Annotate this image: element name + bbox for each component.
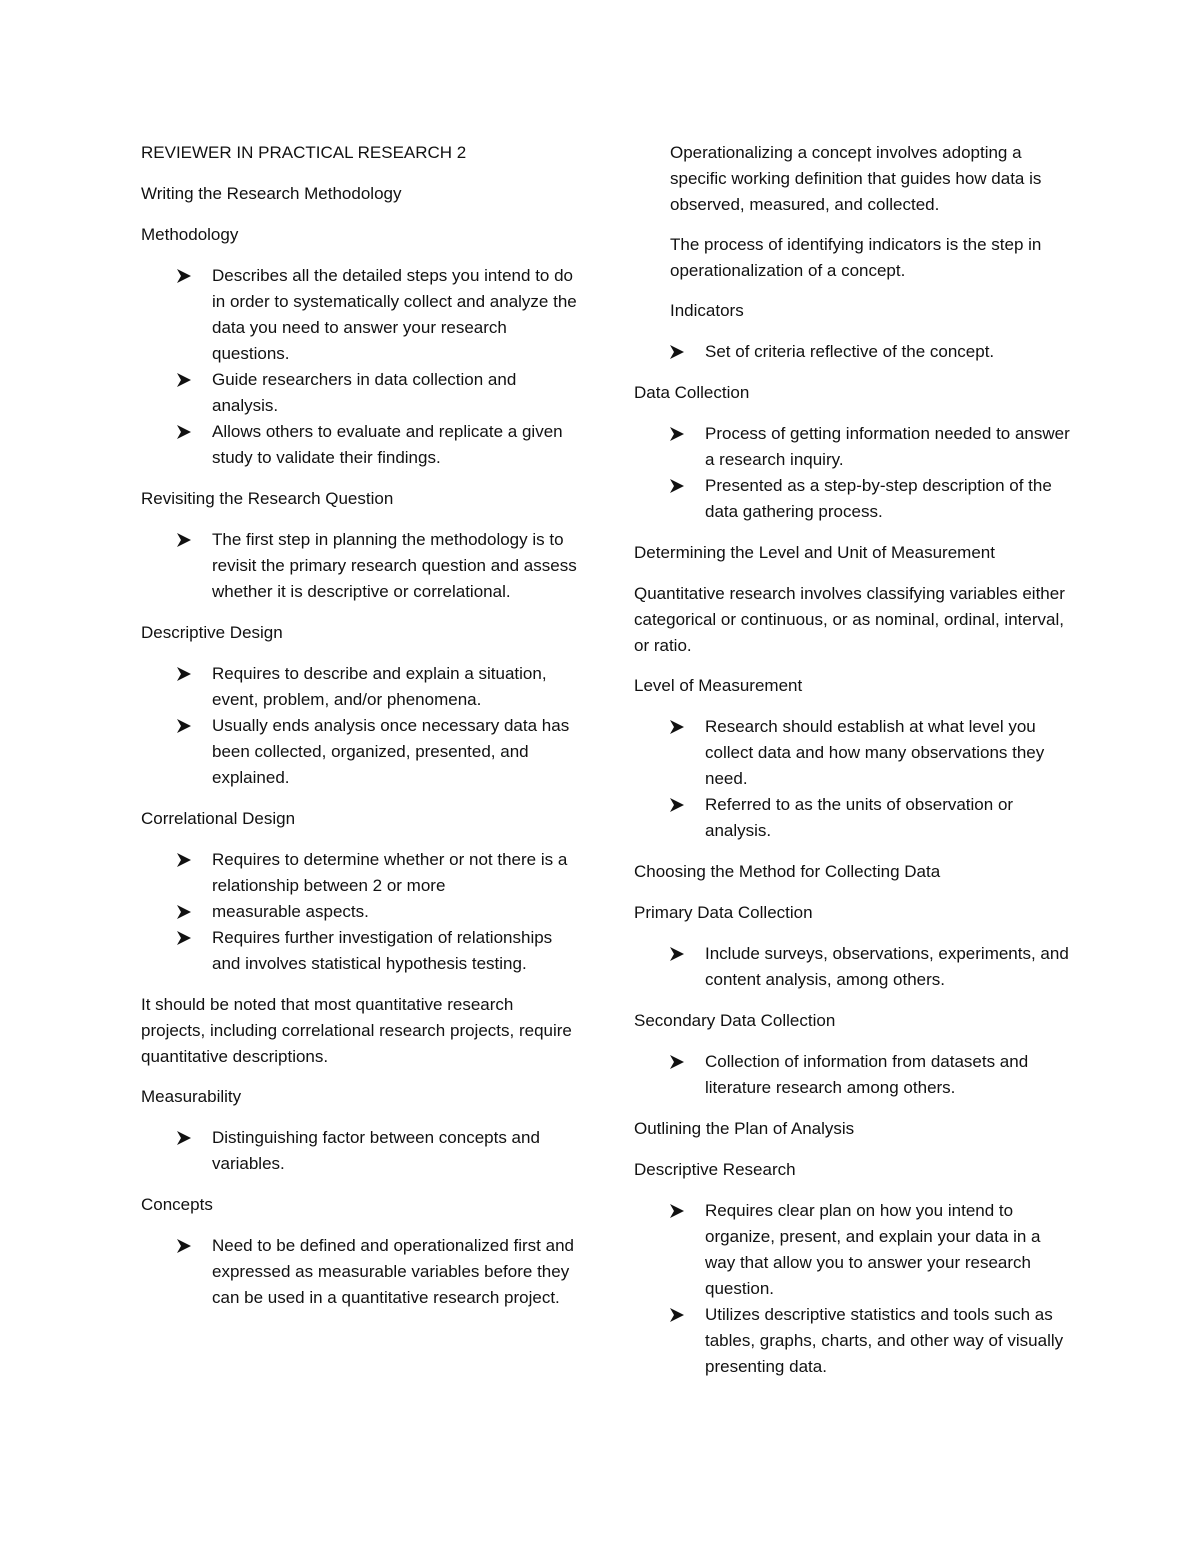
list-item-text: Guide researchers in data collection and analysis. — [212, 370, 517, 415]
section-heading-descriptive-design: Descriptive Design — [141, 623, 283, 642]
list-item — [141, 847, 581, 899]
list-item — [141, 419, 581, 471]
methodology-list — [141, 263, 581, 471]
list-item-text: Set of criteria reflective of the concept. — [705, 342, 995, 361]
list-item-text: Requires clear plan on how you intend to organize, present, and explain your data in a way that allow you to answer your research question. — [705, 1201, 1041, 1298]
identifying-paragraph: The process of identifying indicators is the step in operationalization of a concept. — [670, 235, 1042, 280]
secondary-list — [634, 1049, 1074, 1101]
section-heading-secondary: Secondary Data Collection — [634, 1011, 836, 1030]
arrow-bullet-icon — [670, 1308, 684, 1322]
list-item — [634, 941, 1074, 993]
section-heading-data-collection: Data Collection — [634, 383, 750, 402]
list-item — [141, 1125, 581, 1177]
section-heading-indicators: Indicators — [670, 301, 744, 320]
arrow-bullet-icon — [177, 373, 191, 387]
descriptive-research-list — [634, 1198, 1074, 1380]
measurability-list — [141, 1125, 581, 1177]
list-item-text: Requires further investigation of relationships and involves statistical hypothesis testing. — [212, 928, 553, 973]
descriptive-design-list — [141, 661, 581, 791]
arrow-bullet-icon — [670, 1204, 684, 1218]
arrow-bullet-icon — [177, 931, 191, 945]
primary-list — [634, 941, 1074, 993]
list-item-text: Need to be defined and operationalized first and expressed as measurable variables before they can be used in a quantitative research project. — [212, 1236, 574, 1307]
arrow-bullet-icon — [670, 479, 684, 493]
arrow-bullet-icon — [670, 798, 684, 812]
arrow-bullet-icon — [177, 533, 191, 547]
list-item-text: Distinguishing factor between concepts and variables. — [212, 1128, 540, 1173]
list-item-text: Presented as a step-by-step description of the data gathering process. — [705, 476, 1052, 521]
level-of-measurement-list — [634, 714, 1074, 844]
list-item-text: Usually ends analysis once necessary data has been collected, organized, presented, and explained. — [212, 716, 570, 787]
section-heading-descriptive-research: Descriptive Research — [634, 1160, 796, 1179]
list-item-text: Requires to determine whether or not there is a relationship between 2 or more — [212, 850, 568, 895]
section-heading-concepts: Concepts — [141, 1195, 213, 1214]
section-heading-correlational-design: Correlational Design — [141, 809, 296, 828]
list-item-text: Utilizes descriptive statistics and tools such as tables, graphs, charts, and other way of visually presenting data. — [705, 1305, 1064, 1376]
list-item — [141, 925, 581, 977]
list-item-text: Allows others to evaluate and replicate a given study to validate their findings. — [212, 422, 563, 467]
arrow-bullet-icon — [177, 1239, 191, 1253]
list-item — [634, 792, 1074, 844]
section-heading-primary: Primary Data Collection — [634, 903, 813, 922]
list-item-text: Requires to describe and explain a situation, event, problem, and/or phenomena. — [212, 664, 547, 709]
list-item — [141, 527, 581, 605]
arrow-bullet-icon — [177, 1131, 191, 1145]
list-item — [634, 339, 1074, 365]
arrow-bullet-icon — [670, 427, 684, 441]
arrow-bullet-icon — [670, 947, 684, 961]
data-collection-list — [634, 421, 1074, 525]
left-column — [141, 140, 581, 1326]
list-item — [141, 367, 581, 419]
list-item — [141, 899, 581, 925]
list-item — [634, 1049, 1074, 1101]
arrow-bullet-icon — [177, 425, 191, 439]
list-item-text: Research should establish at what level you collect data and how many observations they need. — [705, 717, 1045, 788]
revisiting-list — [141, 527, 581, 605]
arrow-bullet-icon — [670, 720, 684, 734]
list-item-text: Process of getting information needed to answer a research inquiry. — [705, 424, 1070, 469]
list-item-text: measurable aspects. — [212, 902, 369, 921]
section-heading-revisiting: Revisiting the Research Question — [141, 489, 394, 508]
correlational-design-list — [141, 847, 581, 977]
list-item-text: The first step in planning the methodology is to revisit the primary research question and assess whether it is descriptive or correlational. — [212, 530, 577, 601]
section-heading-outlining: Outlining the Plan of Analysis — [634, 1119, 855, 1138]
list-item — [634, 421, 1074, 473]
indicators-list — [634, 339, 1074, 365]
arrow-bullet-icon — [670, 345, 684, 359]
list-item-text: Collection of information from datasets and literature research among others. — [705, 1052, 1029, 1097]
operationalizing-paragraph: Operationalizing a concept involves adopting a specific working definition that guides how data is observed, measured, and collected. — [670, 143, 1042, 214]
list-item — [141, 1233, 581, 1311]
arrow-bullet-icon — [670, 1055, 684, 1069]
note-paragraph: It should be noted that most quantitative research projects, including correlational research projects, require quantitative descriptions. — [141, 995, 572, 1066]
arrow-bullet-icon — [177, 853, 191, 867]
list-item-text: Include surveys, observations, experiments, and content analysis, among others. — [705, 944, 1069, 989]
section-heading-determining: Determining the Level and Unit of Measurement — [634, 543, 995, 562]
list-item — [634, 1302, 1074, 1380]
section-heading-choosing: Choosing the Method for Collecting Data — [634, 862, 941, 881]
list-item — [141, 263, 581, 367]
list-item — [634, 714, 1074, 792]
document-subtitle: Writing the Research Methodology — [141, 184, 402, 203]
list-item — [634, 1198, 1074, 1302]
list-item — [634, 473, 1074, 525]
list-item-text: Referred to as the units of observation or analysis. — [705, 795, 1014, 840]
section-heading-measurability: Measurability — [141, 1087, 242, 1106]
arrow-bullet-icon — [177, 905, 191, 919]
right-column — [634, 140, 1074, 1395]
arrow-bullet-icon — [177, 269, 191, 283]
concepts-list — [141, 1233, 581, 1311]
arrow-bullet-icon — [177, 719, 191, 733]
section-heading-methodology: Methodology — [141, 225, 239, 244]
list-item-text: Describes all the detailed steps you intend to do in order to systematically collect and analyze the data you need to answer your research questions. — [212, 266, 577, 363]
list-item — [141, 661, 581, 713]
section-heading-level-of-measurement: Level of Measurement — [634, 676, 803, 695]
arrow-bullet-icon — [177, 667, 191, 681]
list-item — [141, 713, 581, 791]
quantitative-paragraph: Quantitative research involves classifying variables either categorical or continuous, or as nominal, ordinal, interval, or ratio. — [634, 584, 1065, 655]
document-title: REVIEWER IN PRACTICAL RESEARCH 2 — [141, 143, 467, 162]
